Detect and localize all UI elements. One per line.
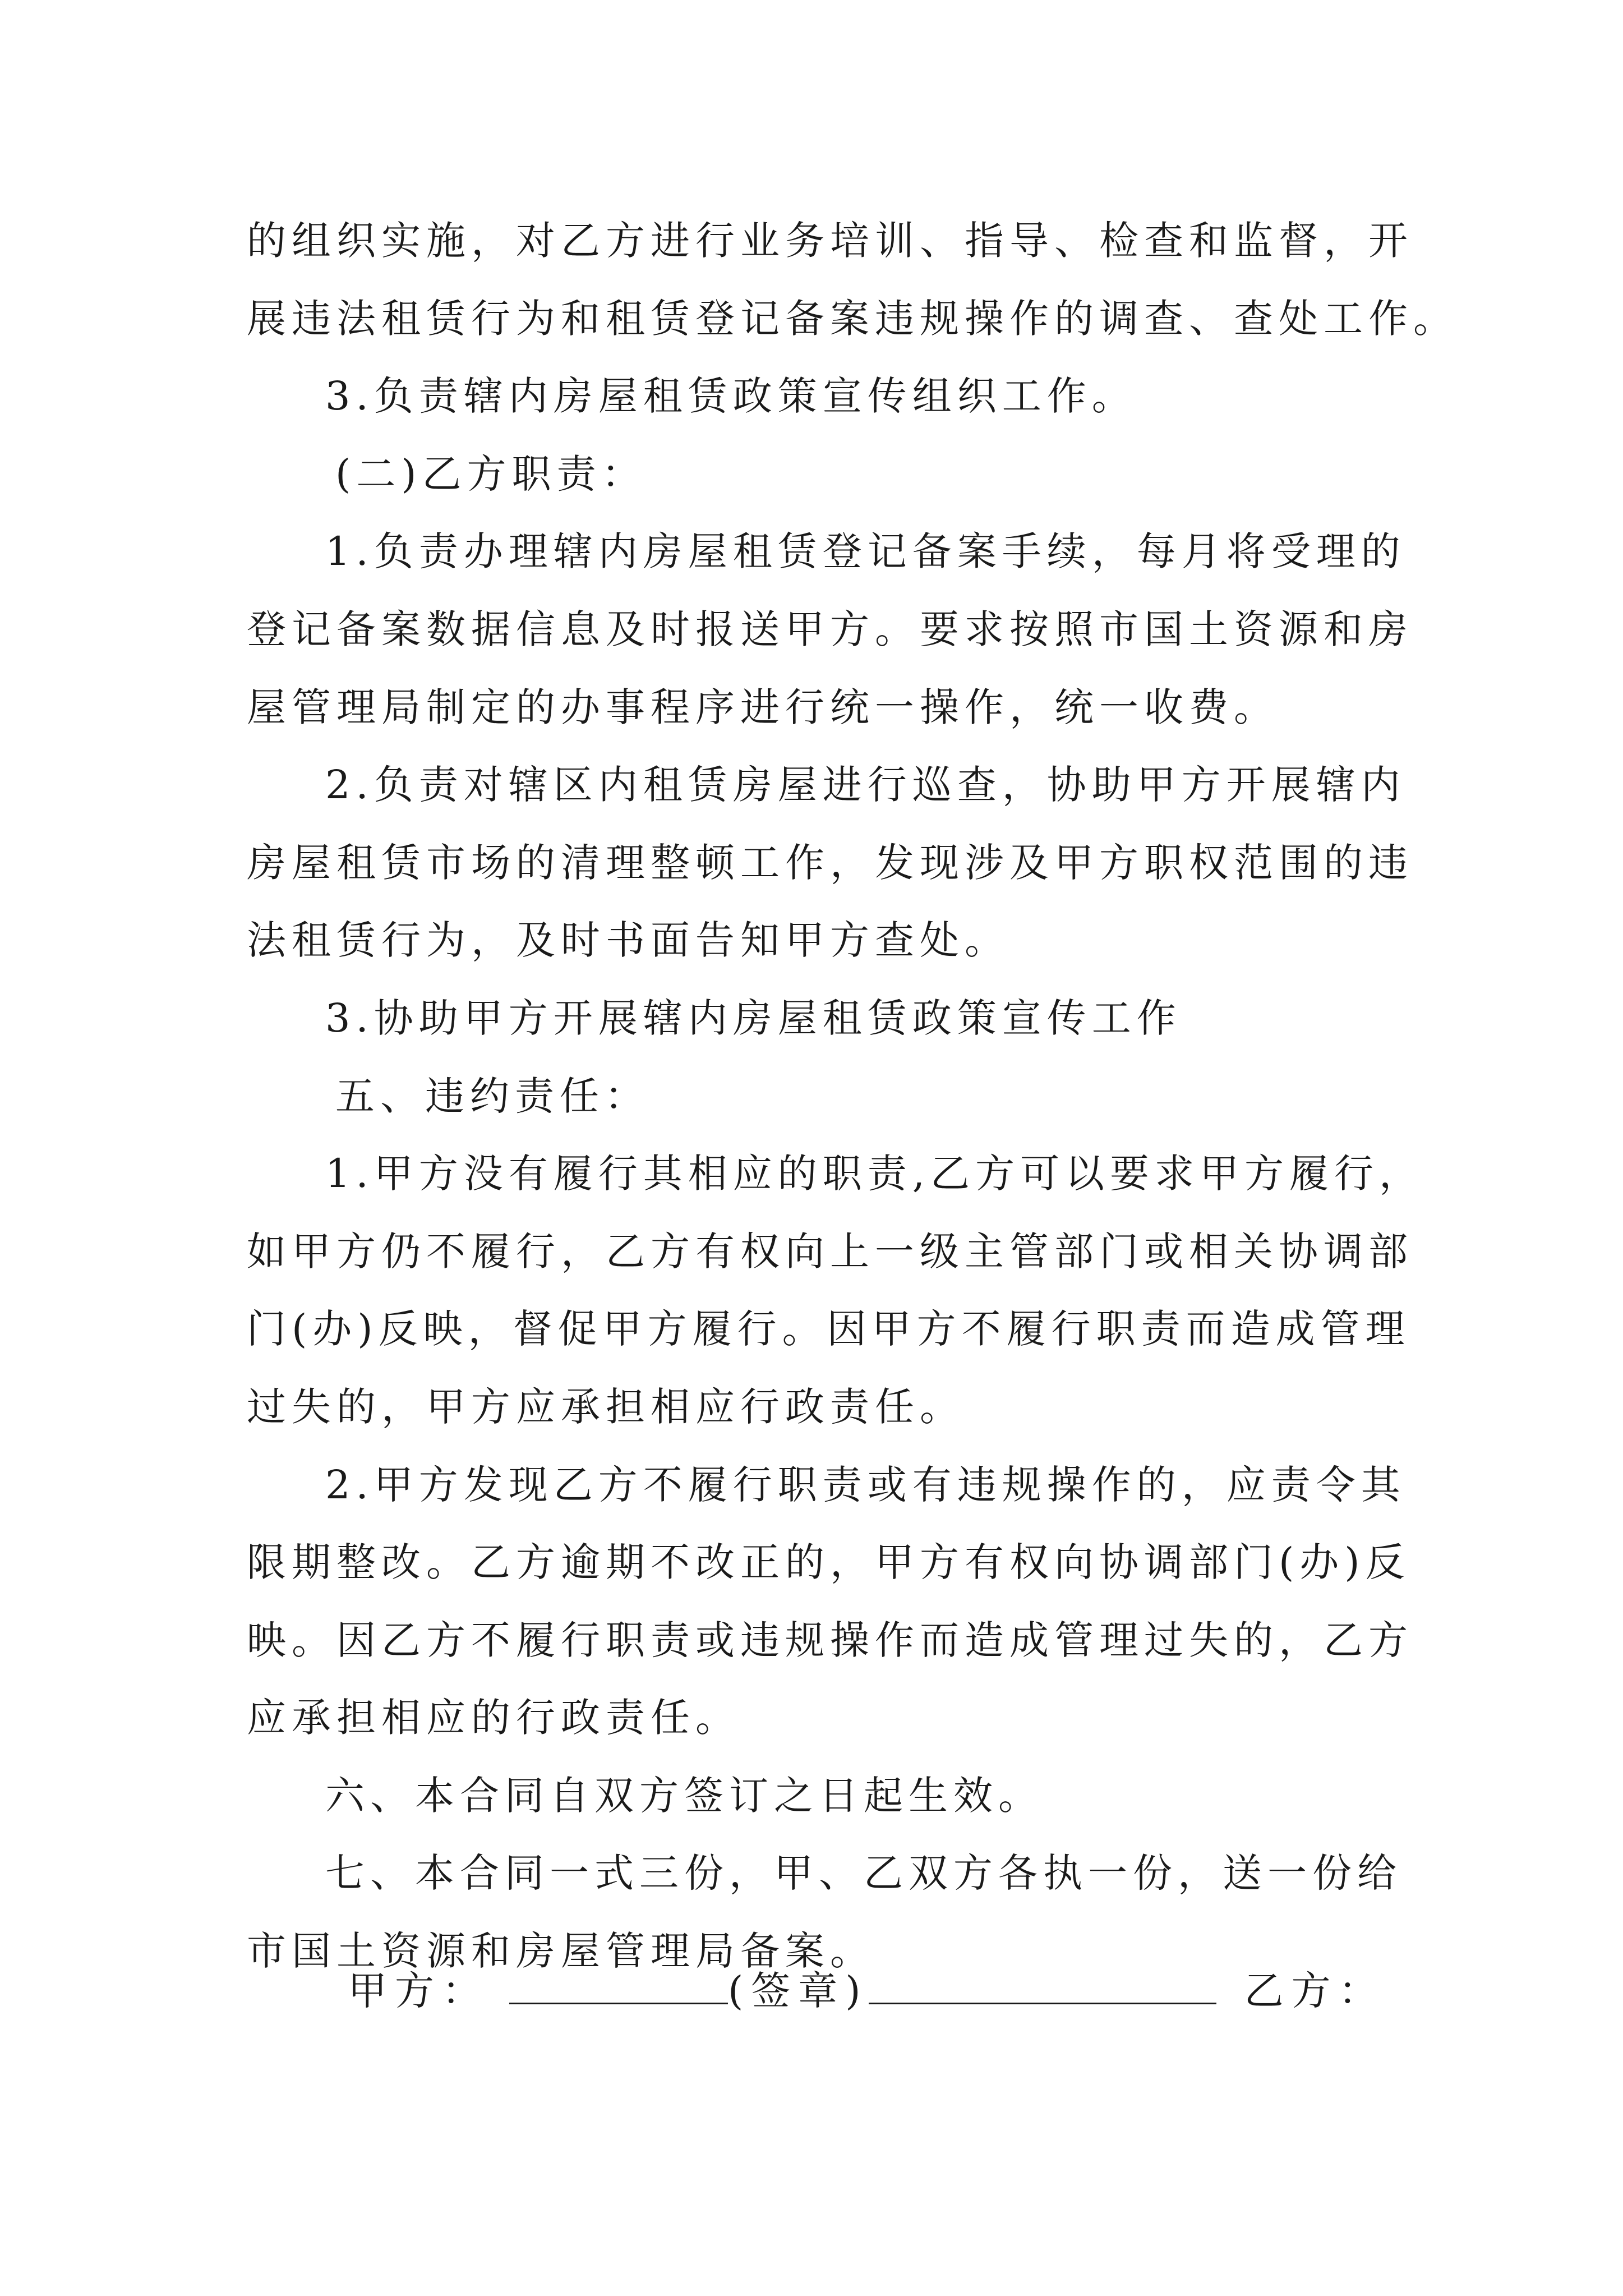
party-b-label: 乙方： [1244, 1968, 1386, 2014]
text-line: 3.负责辖内房屋租赁政策宣传组织工作。 [325, 373, 1137, 420]
text-line: 1.负责办理辖内房屋租赁登记备案手续，每月将受理的 [325, 528, 1406, 575]
text-line: 登记备案数据信息及时报送甲方。要求按照市国土资源和房 [247, 606, 1413, 652]
contract-body [247, 202, 1458, 1990]
text-line: 3.协助甲方开展辖内房屋租赁政策宣传工作 [325, 995, 1182, 1041]
text-line: 六、本合同自双方签订之日起生效。 [325, 1772, 1043, 1819]
text-line: 展违法租赁行为和租赁登记备案违规操作的调查、查处工作。 [247, 295, 1458, 342]
text-line: 市国土资源和房屋管理局备案。 [247, 1928, 875, 1975]
text-line: 过失的，甲方应承担相应行政责任。 [247, 1383, 965, 1430]
party-b-blank [869, 1969, 1216, 2004]
party-a-label: 甲方： [348, 1968, 489, 2014]
text-line: 1.甲方没有履行其相应的职责,乙方可以要求甲方履行， [325, 1151, 1424, 1197]
party-a-blank [509, 1969, 728, 2004]
text-line: 七、本合同一式三份，甲、乙双方各执一份，送一份给 [325, 1850, 1402, 1897]
text-line: 限期整改。乙方逾期不改正的，甲方有权向协调部门(办)反 [247, 1539, 1410, 1586]
seal-label: (签章) [728, 1968, 869, 2014]
text-line: 屋管理局制定的办事程序进行统一操作，统一收费。 [247, 684, 1279, 730]
text-line: 应承担相应的行政责任。 [247, 1695, 740, 1741]
text-line: 如甲方仍不履行，乙方有权向上一级主管部门或相关协调部 [247, 1228, 1413, 1274]
text-line: 的组织实施，对乙方进行业务培训、指导、检查和监督，开 [247, 218, 1413, 264]
text-line: 映。因乙方不履行职责或违规操作而造成管理过失的，乙方 [247, 1617, 1413, 1663]
text-line: 房屋租赁市场的清理整顿工作，发现涉及甲方职权范围的违 [247, 839, 1413, 886]
text-line: 门(办)反映，督促甲方履行。因甲方不履行职责而造成管理 [247, 1306, 1410, 1352]
text-line: 2.负责对辖区内租赁房屋进行巡查，协助甲方开展辖内 [325, 762, 1406, 808]
text-line: 法租赁行为，及时书面告知甲方查处。 [247, 917, 1009, 964]
section-heading: 五、违约责任： [335, 1073, 649, 1119]
section-heading: (二)乙方职责： [335, 450, 647, 497]
text-line: 2.甲方发现乙方不履行职责或有违规操作的，应责令其 [325, 1461, 1406, 1508]
signature-line [348, 1952, 1447, 2030]
